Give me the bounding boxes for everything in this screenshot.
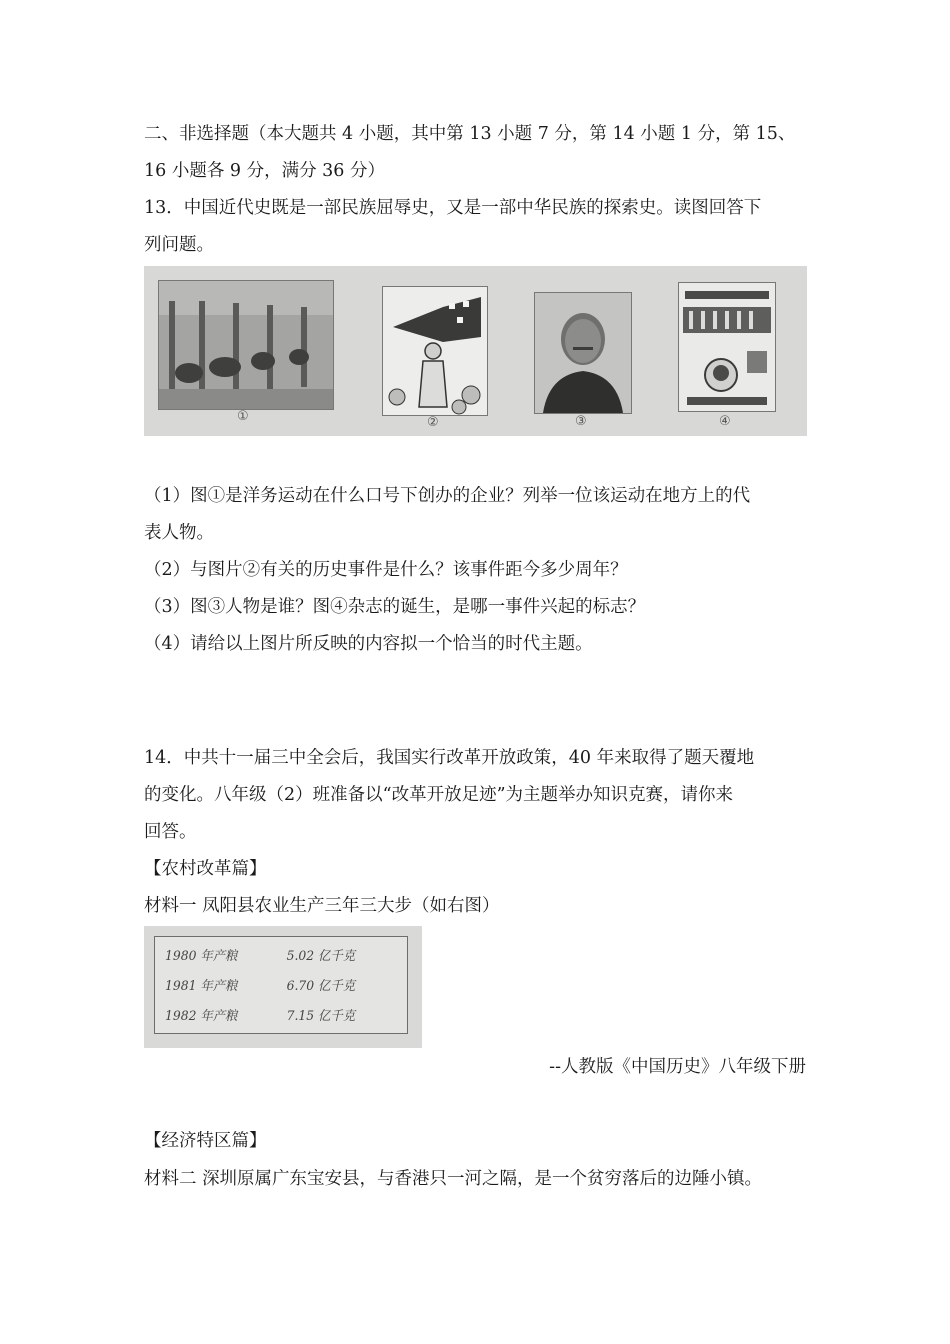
q13-stem-line1: 13．中国近代史既是一部民族屈辱史，又是一部中华民族的探索史。读图回答下 (144, 198, 762, 218)
q13-stem-line2: 列问题。 (144, 235, 214, 255)
table-row (165, 1005, 356, 1024)
q13-image-poster (382, 286, 488, 416)
table-row (165, 975, 356, 994)
table-row-value: 7.15 亿千克 (286, 1009, 356, 1024)
q13-caption-4: ④ (719, 414, 731, 429)
table-row-value: 5.02 亿千克 (286, 949, 356, 964)
material2-text: 材料二 深圳原属广东宝安县，与香港只一河之隔，是一个贫穷落后的边陲小镇。 (144, 1169, 763, 1189)
q13-image-portrait (534, 292, 632, 414)
q13-sub2: （2）与图片②有关的历史事件是什么？该事件距今多少周年？ (144, 560, 628, 580)
q14-stem-line3: 回答。 (144, 822, 197, 842)
table-row (165, 945, 356, 964)
q14-stem-line2: 的变化。八年级（2）班准备以“改革开放足迹”为主题举办知识克赛，请你来 (144, 785, 734, 805)
grain-table-photo (144, 926, 422, 1048)
section-header-line2: 16 小题各 9 分，满分 36 分） (144, 161, 385, 181)
rural-reform-heading: 【农村改革篇】 (144, 859, 267, 879)
q13-photo-strip (144, 266, 807, 436)
q13-sub1-line2: 表人物。 (144, 523, 214, 543)
grain-table (154, 936, 408, 1034)
material1-label: 材料一 凤阳县农业生产三年三大步（如右图） (144, 896, 500, 916)
q13-caption-1: ① (237, 409, 249, 424)
q14-stem-line1: 14．中共十一届三中全会后，我国实行改革开放政策，40 年来取得了题天覆地 (144, 748, 755, 768)
sez-heading: 【经济特区篇】 (144, 1131, 267, 1151)
q13-sub3: （3）图③人物是谁？图④杂志的诞生，是哪一事件兴起的标志？ (144, 597, 646, 617)
table-row-year: 1982 年产粮 (165, 1009, 238, 1024)
q13-caption-3: ③ (575, 414, 587, 429)
section-header-line1: 二、非选择题（本大题共 4 小题，其中第 13 小题 7 分，第 14 小题 1 分，第 15、 (144, 124, 796, 144)
q13-caption-2: ② (427, 415, 439, 430)
q13-sub1-line1: （1）图①是洋务运动在什么口号下创办的企业？列举一位该运动在地方上的代 (144, 486, 751, 506)
table-row-year: 1980 年产粮 (165, 949, 238, 964)
q13-image-factory (158, 280, 334, 410)
q13-sub4: （4）请给以上图片所反映的内容拟一个恰当的时代主题。 (144, 634, 593, 654)
table-row-year: 1981 年产粮 (165, 979, 238, 994)
table-row-value: 6.70 亿千克 (286, 979, 356, 994)
material1-source: --人教版《中国历史》八年级下册 (549, 1057, 806, 1077)
q13-image-magazine (678, 282, 776, 412)
